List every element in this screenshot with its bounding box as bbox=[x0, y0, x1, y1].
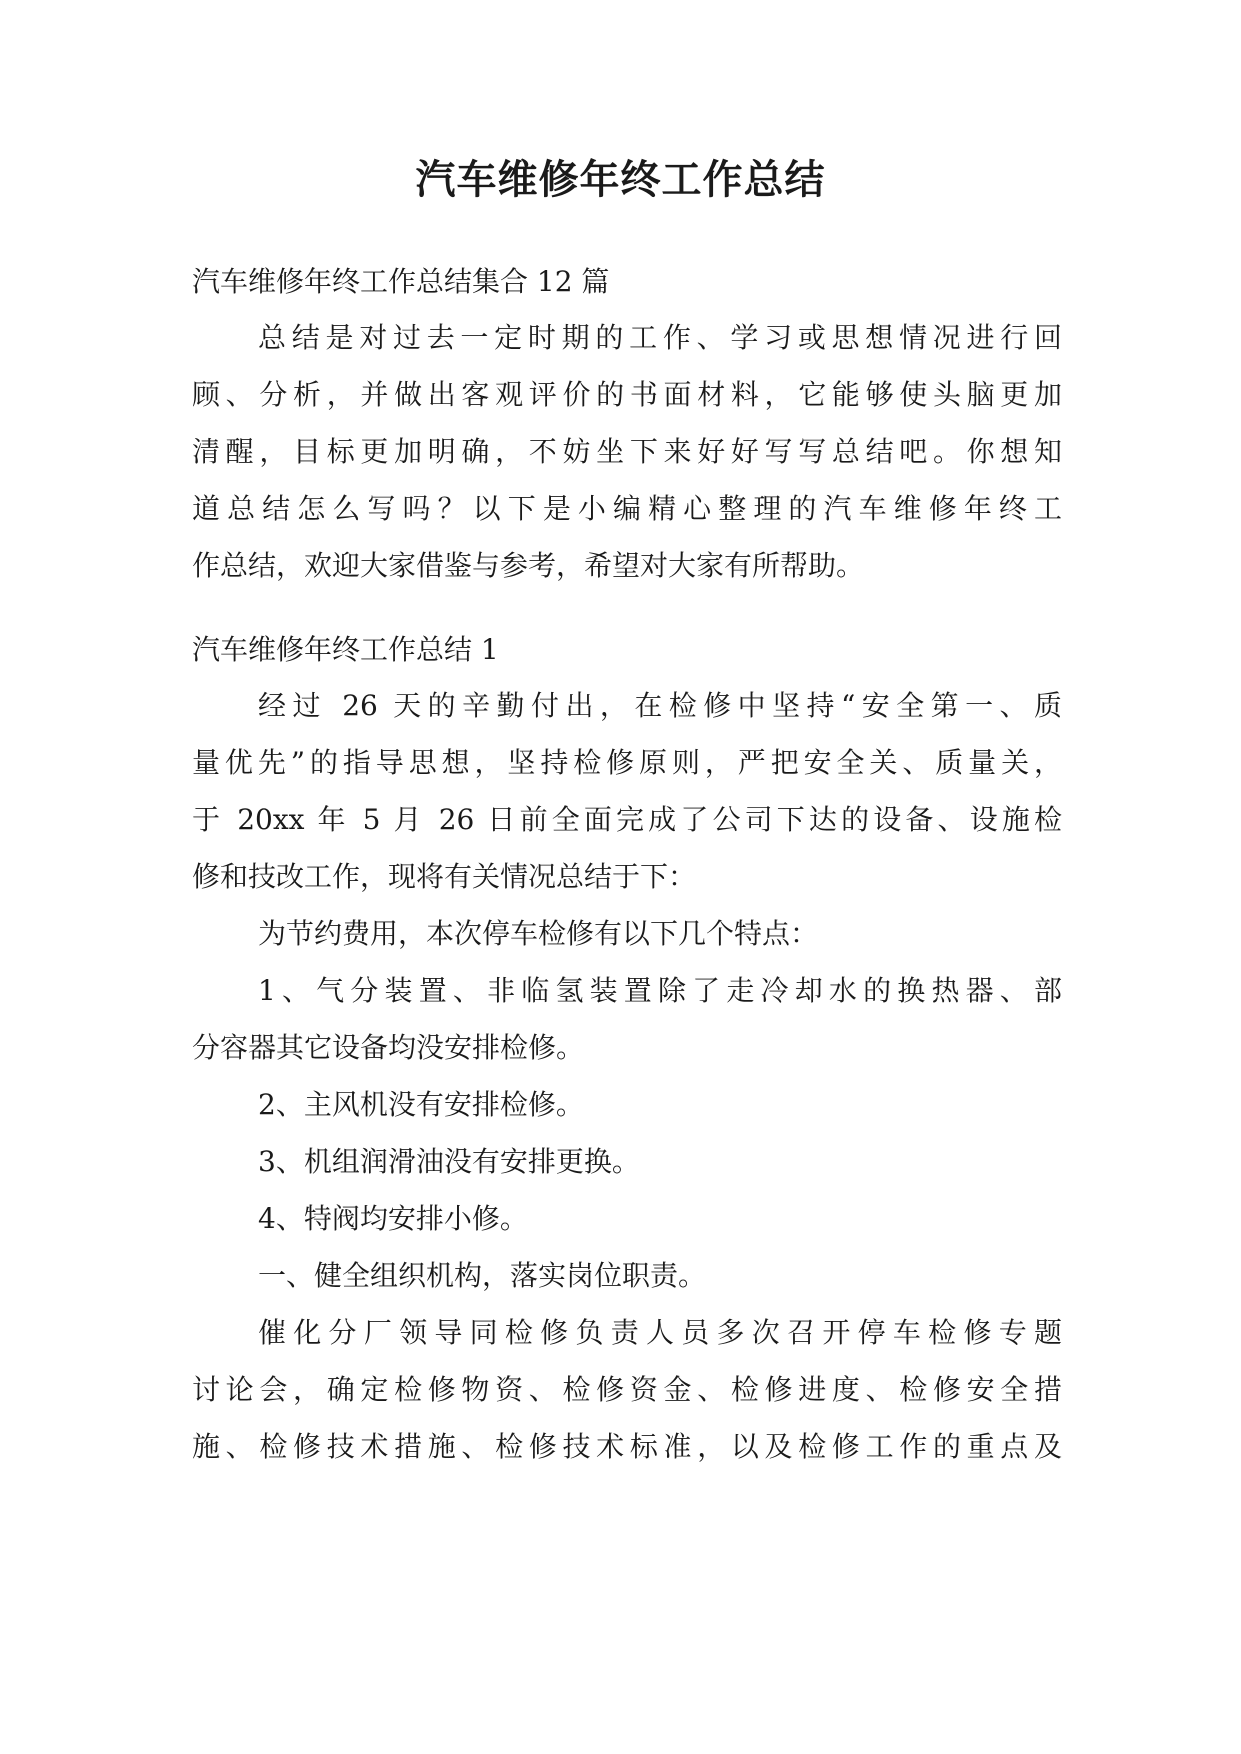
body-paragraph-line: 经过 26 天的辛勤付出，在检修中坚持“安全第一、质 bbox=[258, 689, 1062, 722]
list-item-line: 4、特阀均安排小修。 bbox=[258, 1202, 528, 1235]
body-paragraph-line: 讨论会，确定检修物资、检修资金、检修进度、检修安全措 bbox=[192, 1373, 1062, 1406]
intro-paragraph-line: 作总结，欢迎大家借鉴与参考，希望对大家有所帮助。 bbox=[192, 549, 865, 582]
list-item-line: 3、机组润滑油没有安排更换。 bbox=[258, 1145, 640, 1178]
list-item-line: 2、主风机没有安排检修。 bbox=[258, 1088, 584, 1121]
body-paragraph-line: 催化分厂领导同检修负责人员多次召开停车检修专题 bbox=[258, 1316, 1062, 1349]
body-paragraph-line: 为节约费用，本次停车检修有以下几个特点： bbox=[258, 917, 819, 950]
body-paragraph-line: 量优先”的指导思想，坚持检修原则，严把安全关、质量关， bbox=[192, 746, 1062, 779]
body-paragraph-line: 施、检修技术措施、检修技术标准，以及检修工作的重点及 bbox=[192, 1430, 1062, 1463]
list-item-line: 1、气分装置、非临氢装置除了走冷却水的换热器、部 bbox=[258, 974, 1062, 1007]
intro-paragraph-line: 道总结怎么写吗？以下是小编精心整理的汽车维修年终工 bbox=[192, 492, 1062, 525]
intro-paragraph-line: 清醒，目标更加明确，不妨坐下来好好写写总结吧。你想知 bbox=[192, 435, 1062, 468]
collection-heading: 汽车维修年终工作总结集合 12 篇 bbox=[192, 265, 610, 298]
body-paragraph-line: 于 20xx 年 5 月 26 日前全面完成了公司下达的设备、设施检 bbox=[192, 803, 1062, 836]
subsection-heading: 一、健全组织机构，落实岗位职责。 bbox=[258, 1259, 707, 1292]
list-item-line: 分容器其它设备均没安排检修。 bbox=[192, 1031, 585, 1064]
intro-paragraph-line: 总结是对过去一定时期的工作、学习或思想情况进行回 bbox=[258, 321, 1062, 354]
document-title: 汽车维修年终工作总结 bbox=[415, 156, 826, 203]
body-paragraph-line: 修和技改工作，现将有关情况总结于下： bbox=[192, 860, 697, 893]
section-heading: 汽车维修年终工作总结 1 bbox=[192, 633, 499, 666]
intro-paragraph-line: 顾、分析，并做出客观评价的书面材料，它能够使头脑更加 bbox=[192, 378, 1062, 411]
